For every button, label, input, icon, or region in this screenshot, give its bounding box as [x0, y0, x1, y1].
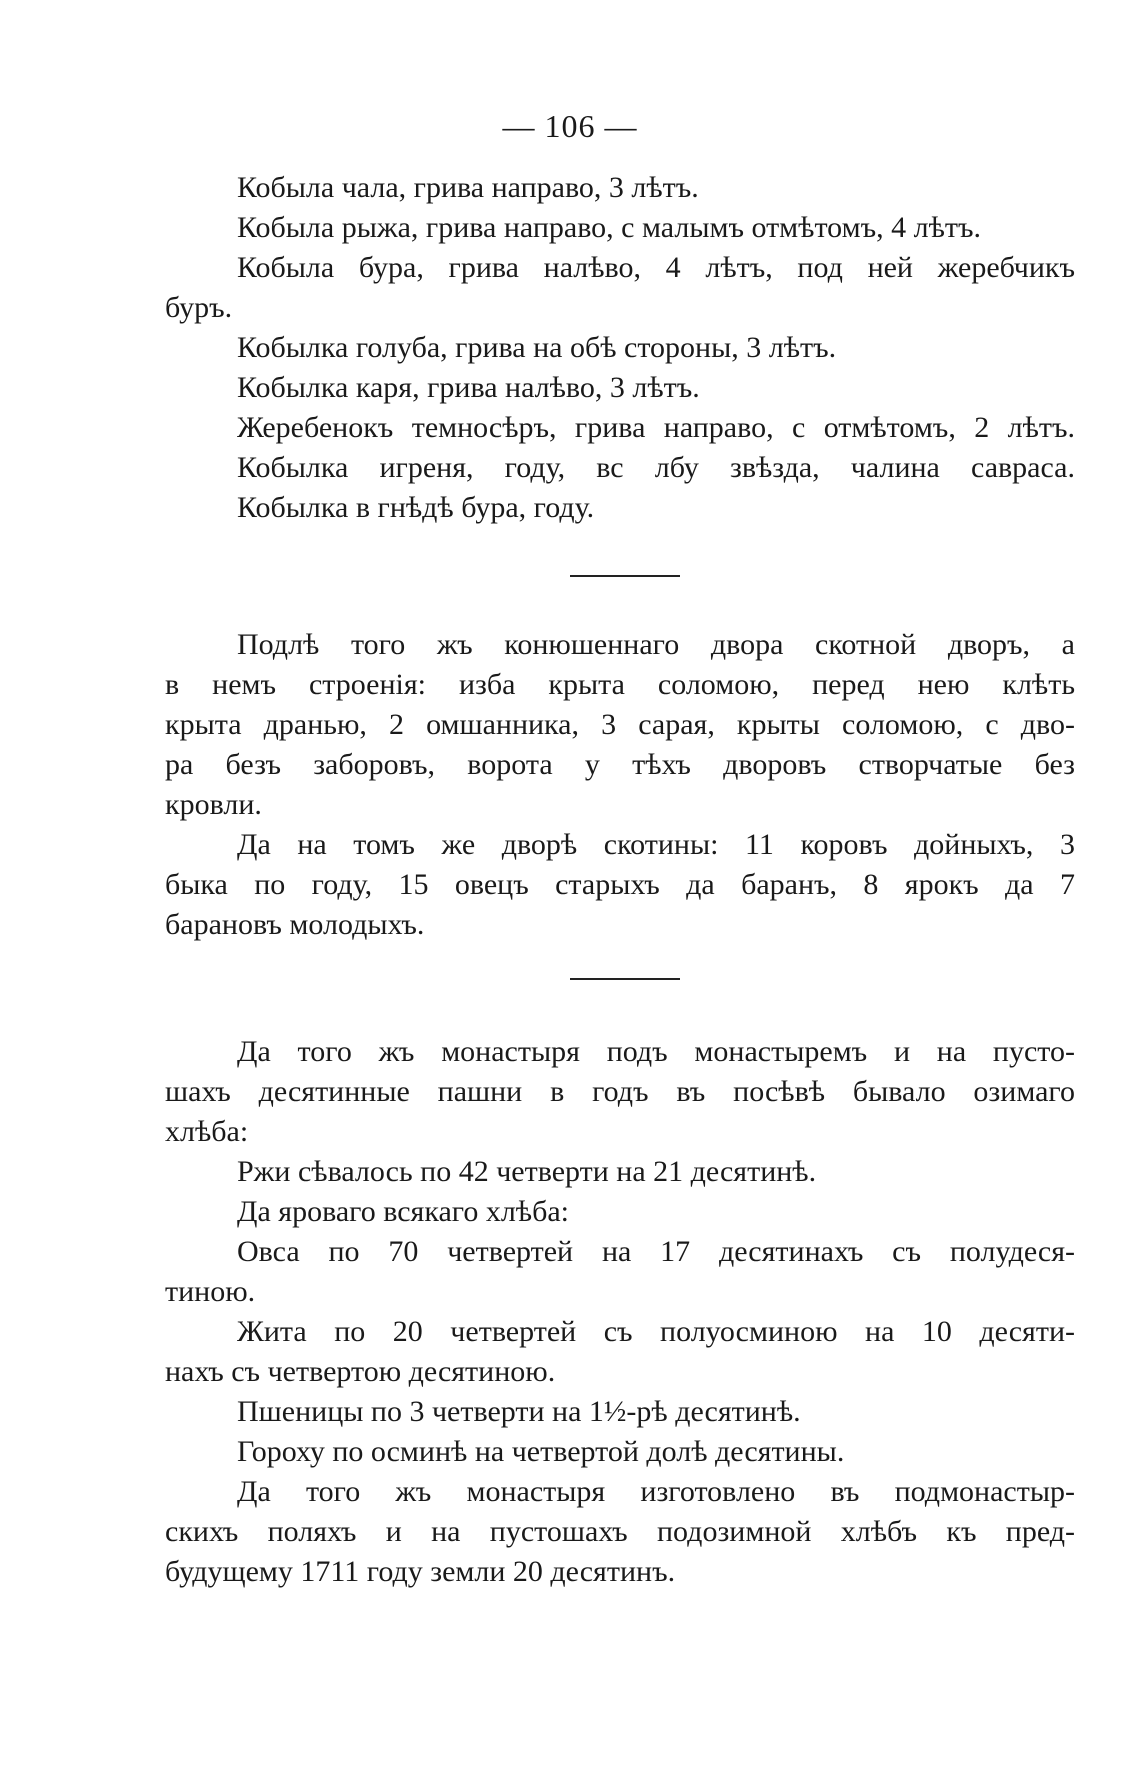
text-line: быка по году, 15 овецъ старыхъ да баранъ, 8 ярокъ да 7 [165, 868, 1075, 901]
text-line: Жеребенокъ темносѣръ, грива направо, с отмѣтомъ, 2 лѣтъ. [237, 411, 1075, 444]
text-line: в немъ строенія: изба крыта соломою, перед нею клѣть [165, 668, 1075, 701]
section-divider [570, 978, 680, 980]
text-line: Кобылка каря, грива налѣво, 3 лѣтъ. [237, 371, 700, 404]
text-line: Гороху по осминѣ на четвертой долѣ десятины. [237, 1435, 845, 1468]
text-line: кровли. [165, 788, 262, 821]
text-line: Кобыла рыжа, грива направо, с малымъ отмѣтомъ, 4 лѣтъ. [237, 211, 981, 244]
text-line: Кобылка игреня, году, вс лбу звѣзда, чалина савраса. [237, 451, 1075, 484]
text-line: шахъ десятинные пашни в годъ въ посѣвѣ бывало озимаго [165, 1075, 1075, 1108]
text-line: Подлѣ того жъ конюшеннаго двора скотной дворъ, а [237, 628, 1075, 661]
text-line: будущему 1711 году земли 20 десятинъ. [165, 1555, 676, 1588]
text-line: крыта дранью, 2 омшанника, 3 сарая, крыты соломою, с дво- [165, 708, 1075, 741]
text-line: ра безъ заборовъ, ворота у тѣхъ дворовъ створчатые без [165, 748, 1075, 781]
text-line: барановъ молодыхъ. [165, 908, 425, 941]
text-line: Овса по 70 четвертей на 17 десятинахъ съ полудеся- [237, 1235, 1075, 1268]
fields-section [165, 1032, 1075, 1592]
text-line: Да яроваго всякаго хлѣба: [237, 1195, 569, 1228]
text-line: буръ. [165, 291, 233, 324]
text-line: тиною. [165, 1275, 256, 1308]
text-line: Кобылка голуба, грива на обѣ стороны, 3 лѣтъ. [237, 331, 837, 364]
text-line: скихъ поляхъ и на пустошахъ подозимной хлѣбъ къ пред- [165, 1515, 1075, 1548]
text-line: Пшеницы по 3 четверти на 1½-рѣ десятинѣ. [237, 1395, 801, 1428]
cattle-section [165, 625, 1075, 945]
text-line: Да на томъ же дворѣ скотины: 11 коровъ дойныхъ, 3 [237, 828, 1075, 861]
text-line: нахъ съ четвертою десятиною. [165, 1355, 556, 1388]
text-line: Жита по 20 четвертей съ полуосминою на 10 десяти- [237, 1315, 1075, 1348]
text-line: Кобылка в гнѣдѣ бура, году. [237, 491, 595, 524]
text-line: Кобыла бура, грива налѣво, 4 лѣтъ, под ней жеребчикъ [237, 251, 1075, 284]
text-line: хлѣба: [165, 1115, 249, 1148]
section-divider [570, 575, 680, 577]
text-line: Да того жъ монастыря изготовлено въ подмонастыр- [237, 1475, 1075, 1508]
horses-section [165, 168, 1075, 528]
text-line: Да того жъ монастыря подъ монастыремъ и на пусто- [237, 1035, 1075, 1068]
text-line: Кобыла чала, грива направо, 3 лѣтъ. [237, 171, 699, 204]
text-line: Ржи сѣвалось по 42 четверти на 21 десятинѣ. [237, 1155, 817, 1188]
page-number: — 106 — [502, 108, 638, 144]
